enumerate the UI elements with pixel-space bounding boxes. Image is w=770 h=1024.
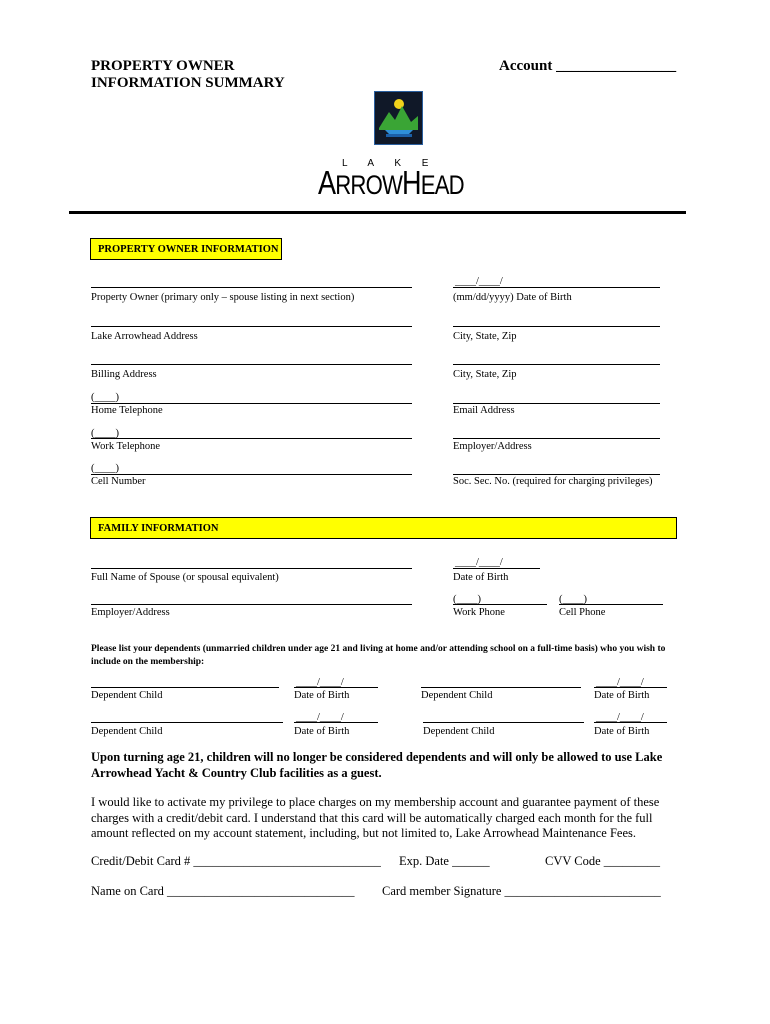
cell-number-line[interactable] [91,474,412,475]
spouse-cell-phone-label: Cell Phone [559,607,606,618]
spouse-cell-paren: (____) [559,594,587,605]
logo-letter-h: H [402,164,421,201]
owner-dob-line[interactable] [453,287,660,288]
dependent3-name-label: Dependent Child [91,726,163,737]
ssn-label: Soc. Sec. No. (required for charging privileges) [453,476,653,487]
email-line[interactable] [453,403,660,404]
spouse-employer-label: Employer/Address [91,607,170,618]
dependent1-dob-line[interactable] [294,687,378,688]
ssn-line[interactable] [453,474,660,475]
employer-label: Employer/Address [453,441,532,452]
logo-lake-word: L A K E [342,158,438,169]
home-telephone-label: Home Telephone [91,405,163,416]
work-phone-paren: (____) [91,428,119,439]
city1-label: City, State, Zip [453,331,517,342]
form-title [91,58,285,92]
dob-date-marks: ____/____/ [455,276,503,287]
city2-label: City, State, Zip [453,369,517,380]
dependent1-name-label: Dependent Child [91,690,163,701]
logo-letter-a: A [318,164,336,201]
name-on-card-field[interactable]: Name on Card ______________________________ [91,884,355,898]
dependent4-dob-label: Date of Birth [594,726,650,737]
dependent2-name-label: Dependent Child [421,690,493,701]
dependents-instruction: Please list your dependents (unmarried children under age 21 and living at home and/or attending school on a full-time basis) who you wish to include on the membership: [91,644,666,667]
logo-word-rrow: RROW [335,170,403,200]
dependent3-name-line[interactable] [91,722,283,723]
owner-name-label: Property Owner (primary only – spouse listing in next section) [91,292,355,303]
spouse-name-label: Full Name of Spouse (or spousal equivalent) [91,572,279,583]
cell-phone-paren: (____) [91,463,119,474]
employer-line[interactable] [453,438,660,439]
city2-line[interactable] [453,364,660,365]
spouse-name-line[interactable] [91,568,412,569]
card-number-field[interactable]: Credit/Debit Card # ______________________________ [91,854,381,868]
dependent1-dob-label: Date of Birth [294,690,350,701]
spouse-work-phone-line[interactable] [453,604,547,605]
lake-arrowhead-logo [318,158,478,208]
lake-address-line[interactable] [91,326,412,327]
spouse-cell-phone-line[interactable] [559,604,663,605]
dependent3-date-marks: ____/____/ [296,712,344,723]
signature-field[interactable]: Card member Signature _________________________ [382,884,661,898]
billing-address-line[interactable] [91,364,412,365]
dependent4-dob-line[interactable] [594,722,667,723]
age-notice: Upon turning age 21, children will no longer be considered dependents and will only be allowed to use Lake Arrowhead Yacht & Country Club facilities as a guest. [91,750,663,780]
exp-date-field[interactable]: Exp. Date ______ [399,854,490,868]
dependent2-date-marks: ____/____/ [596,677,644,688]
account-field[interactable]: Account ________________ [499,58,677,74]
work-telephone-line[interactable] [91,438,412,439]
spouse-employer-line[interactable] [91,604,412,605]
spouse-dob-date-marks: ____/____/ [455,557,503,568]
cell-number-label: Cell Number [91,476,146,487]
dependent4-date-marks: ____/____/ [596,712,644,723]
charge-authorization: I would like to activate my privilege to place charges on my membership account and guarantee payment of these charges with a credit/debit card. I understand that this card will be automatically charged each month for the full amount reflected on my account statement, including, but not limited to, Lake Arrowhead Maintenance Fees. [91,795,660,840]
city1-line[interactable] [453,326,660,327]
home-phone-paren: (____) [91,392,119,403]
club-logo-emblem [374,91,423,145]
logo-brand-word [318,164,464,202]
cvv-field[interactable]: CVV Code _________ [545,854,661,868]
owner-name-line[interactable] [91,287,412,288]
dependent2-dob-label: Date of Birth [594,690,650,701]
form-title-line1: PROPERTY OWNER [91,58,235,74]
home-telephone-line[interactable] [91,403,412,404]
billing-address-label: Billing Address [91,369,157,380]
logo-word-ead: EAD [420,170,464,200]
dependent3-dob-line[interactable] [294,722,378,723]
spouse-dob-label: Date of Birth [453,572,509,583]
section-owner-info: PROPERTY OWNER INFORMATION [90,238,282,260]
dependent2-dob-line[interactable] [594,687,667,688]
section-family-info: FAMILY INFORMATION [90,517,677,539]
dependent1-name-line[interactable] [91,687,279,688]
form-title-line2: INFORMATION SUMMARY [91,75,285,91]
spouse-work-phone-label: Work Phone [453,607,505,618]
header-divider [69,211,686,214]
dependent3-dob-label: Date of Birth [294,726,350,737]
dependent2-name-line[interactable] [421,687,581,688]
spouse-work-paren: (____) [453,594,481,605]
owner-dob-label: (mm/dd/yyyy) Date of Birth [453,292,572,303]
dependent4-name-label: Dependent Child [423,726,495,737]
lake-address-label: Lake Arrowhead Address [91,331,198,342]
dependent1-date-marks: ____/____/ [296,677,344,688]
email-label: Email Address [453,405,515,416]
dependent4-name-line[interactable] [423,722,584,723]
work-telephone-label: Work Telephone [91,441,161,452]
spouse-dob-line[interactable] [453,568,540,569]
